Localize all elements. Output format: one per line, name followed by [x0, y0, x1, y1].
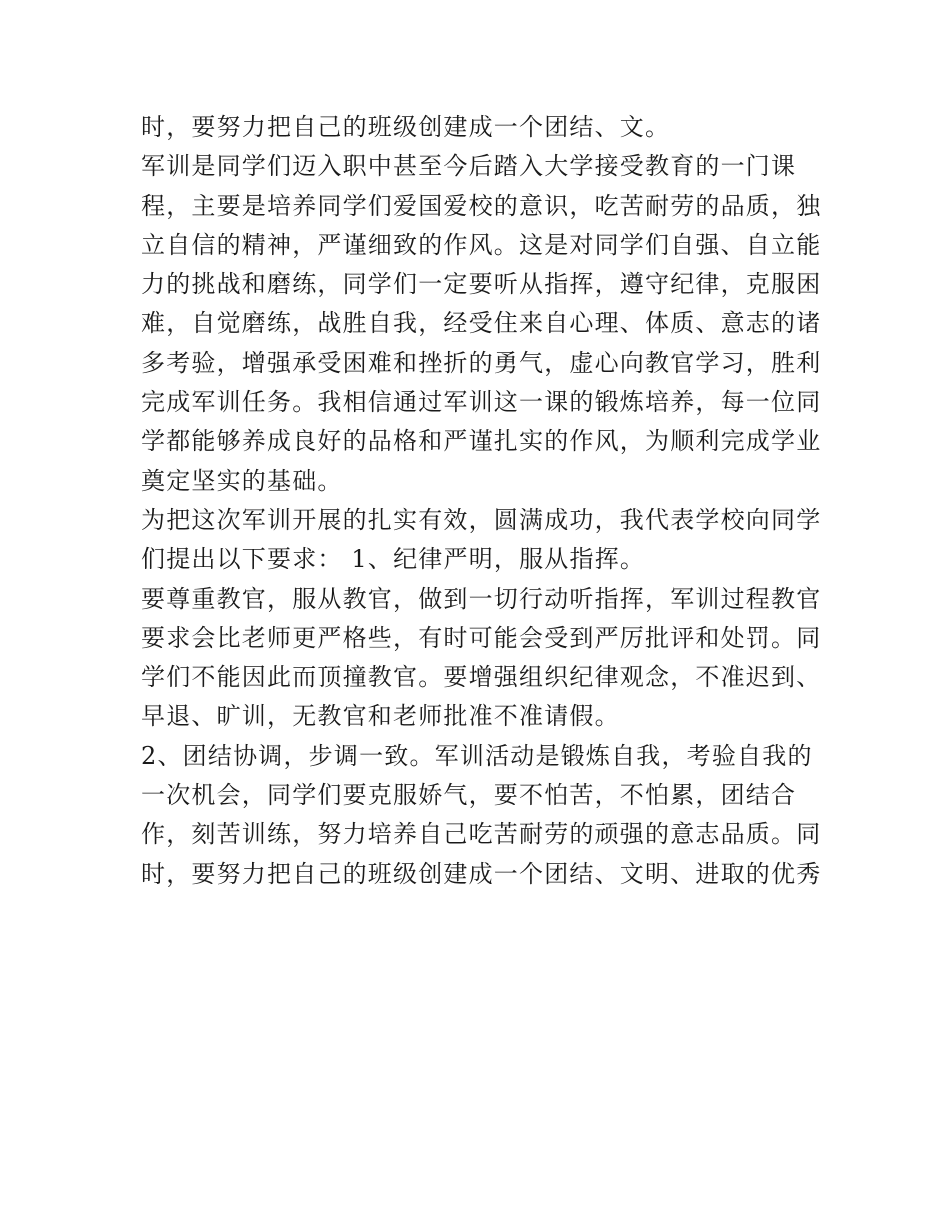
text-line: 一次机会，同学们要克服娇气，要不怕苦，不怕累，团结合: [141, 781, 797, 810]
text-line: 程，主要是培养同学们爱国爱校的意识，吃苦耐劳的品质，独: [141, 191, 822, 220]
text-line: 要求会比老师更严格些，有时可能会受到严厉批评和处罚。同: [141, 623, 822, 652]
text-line: 多考验，增强承受困难和挫折的勇气，虚心向教官学习，胜利: [141, 348, 822, 377]
text-line: 要尊重教官，服从教官，做到一切行动听指挥，军训过程教官: [141, 584, 822, 613]
text-line: 完成军训任务。我相信通过军训这一课的锻炼培养，每一位同: [141, 388, 822, 417]
text-line: 作，刻苦训练，努力培养自己吃苦耐劳的顽强的意志品质。同: [141, 820, 822, 849]
text-line: 们提出以下要求： 1、纪律严明，服从指挥。: [141, 545, 646, 574]
text-line: 奠定坚实的基础。: [141, 466, 343, 495]
text-line: 时，要努力把自己的班级创建成一个团结、文。: [141, 113, 671, 141]
text-line: 2、团结协调，步调一致。军训活动是锻炼自我，考验自我的: [141, 741, 813, 770]
text-line: 立自信的精神，严谨细致的作风。这是对同学们自强、自立能: [141, 230, 822, 259]
text-line: 早退、旷训，无教官和老师批准不准请假。: [141, 702, 620, 731]
text-line: 为把这次军训开展的扎实有效，圆满成功，我代表学校向同学: [141, 505, 822, 534]
text-line: 难，自觉磨练，战胜自我，经受住来自心理、体质、意志的诸: [141, 309, 822, 338]
text-line: 学都能够养成良好的品格和严谨扎实的作风，为顺利完成学业: [141, 427, 822, 456]
text-line: 学们不能因此而顶撞教官。要增强组织纪律观念，不准迟到、: [141, 663, 822, 692]
text-line: 时，要努力把自己的班级创建成一个团结、文明、进取的优秀: [141, 859, 822, 888]
text-line: 力的挑战和磨练，同学们一定要听从指挥，遵守纪律，克服困: [141, 270, 822, 299]
body-text: [141, 108, 821, 894]
text-line: 军训是同学们迈入职中甚至今后踏入大学接受教育的一门课: [141, 152, 797, 181]
